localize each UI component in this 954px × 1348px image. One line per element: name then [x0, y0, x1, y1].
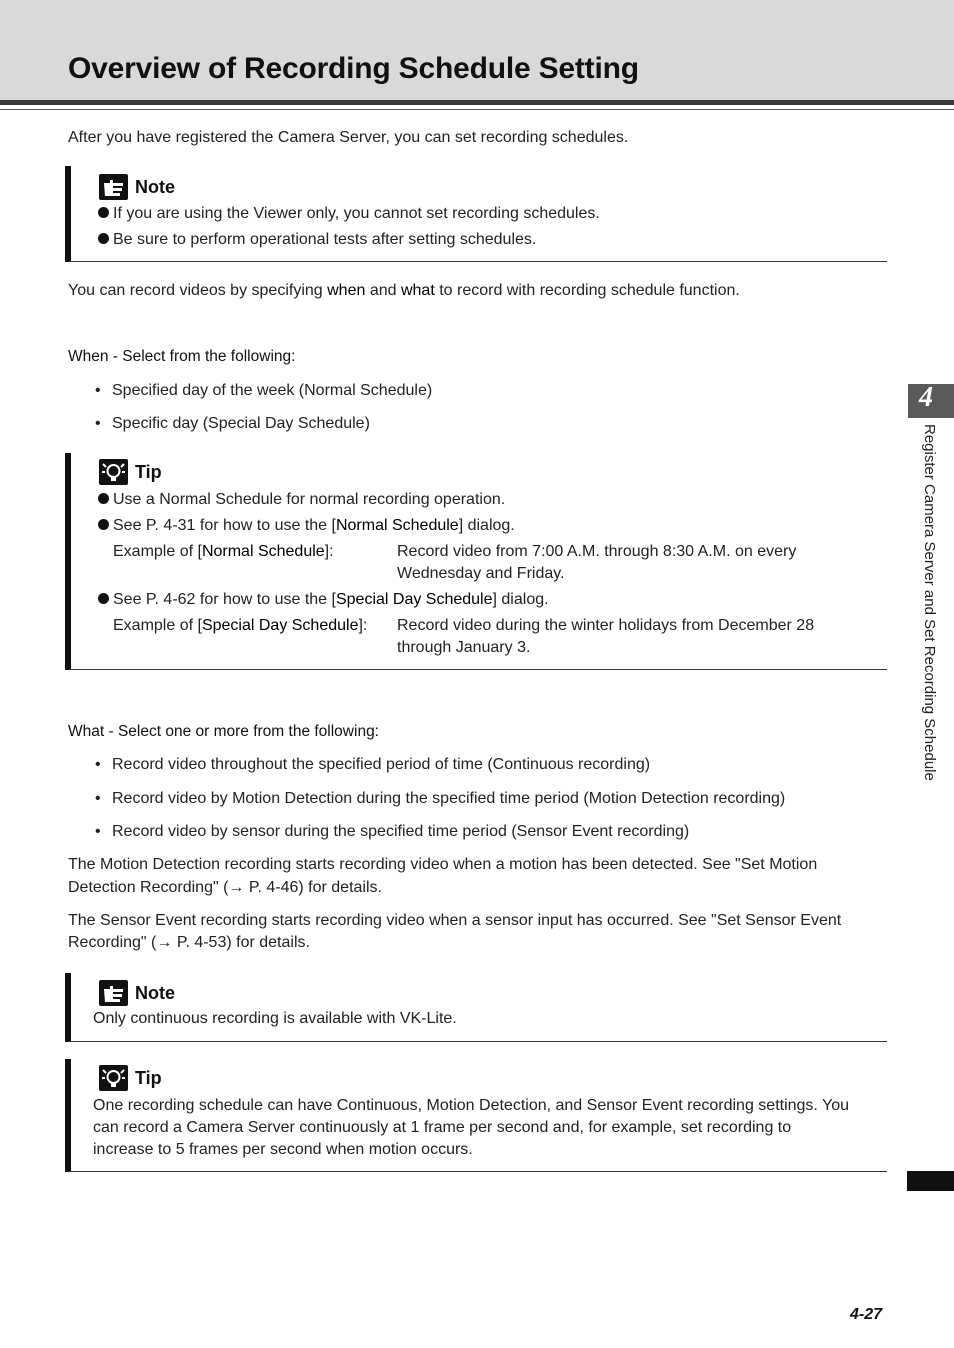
bullet-icon: • [95, 415, 101, 432]
text-run: and [365, 282, 401, 299]
chapter-number: 4 [919, 382, 933, 413]
note-box-1 [65, 166, 887, 262]
text-run: to record with recording schedule function. [434, 282, 740, 299]
text-run: ] dialog. [458, 517, 515, 534]
when-heading: When - Select from the following: [68, 348, 296, 365]
example-description: Record video during the winter holidays from December 28 through January 3. [397, 617, 815, 656]
note-heading-text: Note [135, 176, 175, 197]
list-item-text: Record video by Motion Detection during the specified time period (Motion Detection recording) [112, 790, 786, 807]
text-run: See P. 4-62 for how to use the [ [113, 591, 336, 608]
bullet-icon: • [95, 823, 101, 840]
list-item [95, 788, 785, 810]
tip-heading-1 [99, 459, 162, 485]
motion-paragraph-line: Detection Recording" (→ P. 4-46) for details. [68, 879, 382, 896]
tip-heading-text: Tip [135, 1067, 162, 1088]
text-run: Example of [ [113, 543, 202, 560]
list-item [95, 380, 432, 402]
keyword-what: what [400, 282, 435, 299]
tip-text-line: One recording schedule can have Continuous, Motion Detection, and Sensor Event recording settings. You [93, 1097, 850, 1114]
text-run: You can record videos by specifying [68, 282, 328, 299]
tip-lightbulb-icon [99, 1065, 128, 1091]
sensor-paragraph-line: The Sensor Event recording starts recording video when a sensor input has occurred. See "Set Sensor Event [68, 912, 842, 929]
header-rule-thin [0, 109, 954, 110]
example-description: Record video from 7:00 A.M. through 8:30 A.M. on every Wednesday and Friday. [397, 543, 797, 582]
list-item [95, 413, 370, 435]
sensor-paragraph-line: Recording" (→ P. 4-53) for details. [68, 934, 310, 951]
text-run: Example of [ [113, 617, 202, 634]
bullet-dot-icon [98, 593, 109, 604]
dialog-name: Normal Schedule [201, 543, 325, 560]
header-rule-thick [0, 100, 954, 105]
tip-text-line: increase to 5 frames per second when motion occurs. [93, 1141, 473, 1158]
dialog-name: Special Day Schedule [201, 617, 359, 634]
note-text: Only continuous recording is available with VK-Lite. [93, 1010, 457, 1027]
text-run: See P. 4-31 for how to use the [ [113, 517, 336, 534]
page-title: Overview of Recording Schedule Setting [68, 52, 639, 85]
example-label [113, 541, 334, 563]
note-heading-1 [99, 174, 175, 200]
list-item [95, 754, 650, 776]
bullet-dot-icon [98, 493, 109, 504]
when-what-paragraph [68, 280, 740, 302]
note-heading-text: Note [135, 982, 175, 1003]
text-run: ]: [324, 543, 334, 560]
tip-lightbulb-icon [99, 459, 128, 485]
example-label [113, 615, 367, 637]
text-run: ] dialog. [492, 591, 549, 608]
tip-item [98, 489, 505, 511]
note-item [98, 203, 600, 225]
note-hand-icon [99, 980, 128, 1006]
note-box-2 [65, 973, 887, 1042]
page-number: 4-27 [850, 1306, 883, 1323]
tip-item-text: Use a Normal Schedule for normal recording operation. [113, 491, 506, 508]
tip-heading-2 [99, 1065, 162, 1091]
thumb-index-block [907, 1171, 954, 1191]
bullet-dot-icon [98, 207, 109, 218]
dialog-name: Normal Schedule [335, 517, 459, 534]
list-item-text: Specific day (Special Day Schedule) [112, 415, 370, 432]
list-item-text: Record video by sensor during the specified time period (Sensor Event recording) [112, 823, 690, 840]
bullet-icon: • [95, 790, 101, 807]
note-heading-2 [99, 980, 175, 1006]
what-heading: What - Select one or more from the following: [68, 723, 379, 740]
note-hand-icon [99, 174, 128, 200]
list-item-text: Specified day of the week (Normal Schedule) [112, 382, 433, 399]
note-item-text: If you are using the Viewer only, you cannot set recording schedules. [113, 205, 600, 222]
tip-text-line: can record a Camera Server continuously at 1 frame per second and, for example, set recording to [93, 1119, 792, 1136]
intro-paragraph: After you have registered the Camera Server, you can set recording schedules. [68, 129, 629, 146]
dialog-name: Special Day Schedule [335, 591, 493, 608]
bullet-dot-icon [98, 519, 109, 530]
bullet-icon: • [95, 756, 101, 773]
tip-box-2 [65, 1059, 887, 1172]
tip-heading-text: Tip [135, 461, 162, 482]
keyword-when: when [327, 282, 366, 299]
tip-box-1 [65, 453, 887, 670]
list-item-text: Record video throughout the specified period of time (Continuous recording) [112, 756, 651, 773]
motion-paragraph-line: The Motion Detection recording starts recording video when a motion has been detected. See "Set Motion [68, 856, 818, 873]
note-item [98, 229, 536, 251]
text-run: ]: [358, 617, 368, 634]
note-item-text: Be sure to perform operational tests after setting schedules. [113, 231, 537, 248]
list-item [95, 821, 689, 843]
bullet-icon: • [95, 382, 101, 399]
tip-item [98, 589, 549, 611]
tip-item [98, 515, 515, 537]
chapter-side-title: Register Camera Server and Set Recording Schedule [921, 424, 938, 781]
bullet-dot-icon [98, 233, 109, 244]
